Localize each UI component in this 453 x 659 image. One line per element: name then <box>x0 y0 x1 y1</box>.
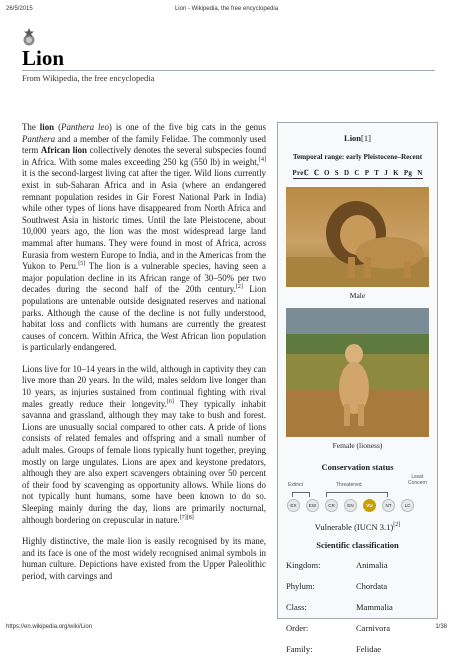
table-row <box>286 596 429 617</box>
print-date: 26/5/2015 <box>6 6 33 12</box>
status-value: Vulnerable (IUCN 3.1) <box>314 522 394 532</box>
least-concern-label: Least Concern <box>408 474 427 486</box>
rank-label: Phylum: <box>286 580 315 591</box>
citation-link[interactable]: [1] <box>361 133 371 143</box>
geo-period[interactable]: ℂ <box>313 169 320 177</box>
lioness-illustration <box>286 308 429 437</box>
print-footer <box>6 624 447 634</box>
female-image-caption: Female (lioness) <box>332 441 383 450</box>
threatened-bracket <box>326 492 388 497</box>
text-run: The <box>22 122 40 132</box>
classification-heading: Scientific classification <box>316 540 399 550</box>
table-row <box>286 554 429 575</box>
lioness-image[interactable] <box>286 308 429 437</box>
geo-period[interactable]: Pg <box>403 169 413 177</box>
rank-label: Class: <box>286 601 307 612</box>
status-en[interactable]: EN <box>344 499 357 512</box>
italic-term: Panthera leo <box>61 122 109 132</box>
text-run: The lion is a vulnerable species, having seen a major population decline in its African range of 30–50% per two decades during the second half of the 20th century. <box>22 261 266 295</box>
article-body <box>22 122 266 593</box>
geo-period[interactable]: T <box>374 169 380 177</box>
text-run: Highly distinctive, the male lion is easily recognised by its mane, and its face is one of the most widely recognised animal symbols in human culture. Depictions have existed from the Upper Paleolithic period, with carvings and <box>22 536 266 581</box>
bold-term: African lion <box>40 145 87 156</box>
text-run: They typically inhabit savanna and grassland, although they may take to bush and forest. Lions are unusually social compared to other cats. A pride of lions consists of related females and offspring and a small number of adult males. Groups of female lions typically hunt together, preying mostly on large ungulates. Lions are apex and keystone predators, although they are also expert scavengers obtaining over 50 percent of their food by scavenging as opportunity allows. While lions do not typically hunt humans, some have been known to do so. Sleeping mainly during the day, lions are primarily nocturnal, although bordering on crepuscular in nature. <box>22 398 266 525</box>
geo-period[interactable]: K <box>393 169 399 177</box>
text-run: ) is one of the five big cats in the genus <box>108 122 266 132</box>
paragraph-behaviour <box>22 364 266 526</box>
male-image-caption: Male <box>349 291 366 300</box>
extinct-bracket <box>292 492 310 497</box>
paragraph-intro <box>22 122 266 354</box>
conservation-status-scale[interactable] <box>286 472 429 520</box>
rank-label: Order: <box>286 622 309 633</box>
citation-link[interactable]: [5] <box>78 261 86 268</box>
table-row <box>286 575 429 596</box>
print-header <box>6 6 447 16</box>
rank-label: Kingdom: <box>286 559 321 570</box>
rank-value-link[interactable]: Carnivora <box>356 622 390 633</box>
classification-table <box>286 554 429 659</box>
geo-period[interactable]: P <box>364 169 370 177</box>
article-title: Lion <box>22 46 65 70</box>
geo-period[interactable]: Preℂ <box>292 169 309 177</box>
conservation-heading: Conservation status <box>321 462 394 472</box>
geo-period[interactable]: N <box>417 169 423 177</box>
print-page-title: Lion - Wikipedia, the free encyclopedia <box>174 6 279 12</box>
male-lion-illustration <box>286 187 429 287</box>
geo-period[interactable]: S <box>334 169 339 177</box>
status-cr[interactable]: CR <box>325 499 338 512</box>
rank-label: Family: <box>286 643 313 654</box>
rank-value-link[interactable]: Mammalia <box>356 601 393 612</box>
title-divider <box>22 70 435 71</box>
bold-term: lion <box>39 122 55 132</box>
timescale-line <box>293 178 423 179</box>
status-lc[interactable]: LC <box>401 499 414 512</box>
conservation-status-text <box>278 522 437 532</box>
citation-link[interactable]: [6] <box>166 398 174 405</box>
text-run: Lions live for 10–14 years in the wild, although in captivity they can live more than 20 years. In the wild, males seldom live longer than 10 years, as injuries sustained from continual fighting with rival males greatly reduce their longevity. <box>22 363 266 409</box>
citation-link[interactable]: [2] <box>393 522 401 529</box>
citation-link[interactable]: [2] <box>235 284 243 291</box>
text-run: collectively denotes the several subspecies found in Africa. With some males exceeding 250 kg (550 lb) in weight, <box>22 145 267 167</box>
paragraph-culture <box>22 536 266 582</box>
geo-period[interactable]: O <box>324 169 330 177</box>
status-ew[interactable]: EW <box>306 499 319 512</box>
temporal-range: Temporal range: early Pleistocene–Recent <box>292 153 423 161</box>
male-lion-image[interactable] <box>286 187 429 287</box>
rank-value-link[interactable]: Animalia <box>356 559 388 570</box>
infobox-title-text: Lion <box>344 133 362 143</box>
rank-value-link[interactable]: Chordata <box>356 580 388 591</box>
citation-link[interactable]: [4] <box>259 156 266 163</box>
threatened-label: Threatened <box>336 482 362 488</box>
geo-period[interactable]: D <box>344 169 350 177</box>
print-url: https://en.wikipedia.org/wiki/Lion <box>6 624 93 630</box>
wikipedia-logo-icon[interactable] <box>22 27 36 47</box>
status-vu-selected[interactable]: VU <box>363 499 376 512</box>
geo-period[interactable]: C <box>354 169 360 177</box>
infobox <box>277 122 438 654</box>
citation-link[interactable]: [7][8] <box>179 514 194 521</box>
extinct-label: Extinct <box>288 482 304 488</box>
article-subtitle: From Wikipedia, the free encyclopedia <box>22 73 155 83</box>
text-run: ( <box>54 122 62 132</box>
text-run: and a member of the family Felidae. The commonly used term <box>22 133 266 156</box>
geo-period[interactable]: J <box>384 169 389 177</box>
status-nt[interactable]: NT <box>382 499 395 512</box>
status-ex[interactable]: EX <box>287 499 300 512</box>
infobox-title <box>278 133 437 143</box>
text-run: it is the second-largest living cat after the tiger. Wild lions currently exist in sub-Saharan Africa and in Asia (where an endangered remnant population resides in Gir Forest National Park in India) while other types of lions have disappeared from North Africa and Southwest Asia in historic times. Until the late Pleistocene, about 10,000 years ago, the lion was the most widespread large land mammal after humans. They were found in most of Africa, across Eurasia from western Europe to India, and in the Americas from the Yukon to Peru. <box>22 168 266 272</box>
print-page-number: 1/38 <box>435 624 447 630</box>
text-run: Lion populations are untenable outside designated reserves and national parks. Although the cause of the decline is not fully understood, habitat loss and conflicts with humans are currently the greatest causes of concern. Within Africa, the West African lion population is particularly endangered. <box>22 284 267 353</box>
table-row <box>286 638 429 659</box>
geologic-timescale[interactable] <box>278 169 437 177</box>
rank-value-link[interactable]: Felidae <box>356 643 382 654</box>
italic-term: Panthera <box>22 133 56 144</box>
